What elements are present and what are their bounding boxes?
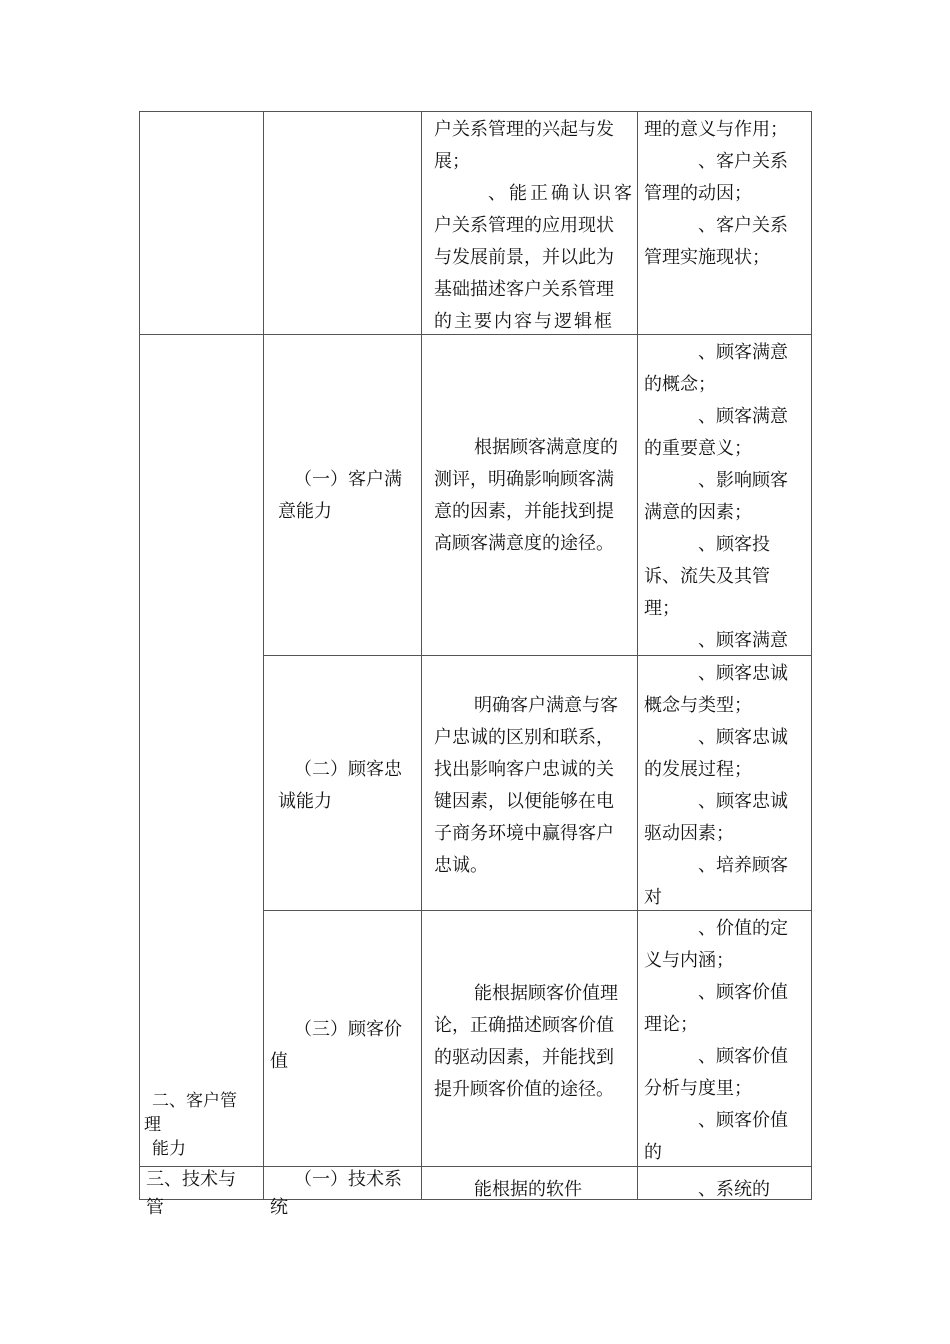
cell-line: 、顾客投 — [698, 534, 770, 555]
cell-line: 、顾客忠诚 — [698, 791, 788, 812]
cell-line: 根据顾客满意度的 — [474, 437, 618, 458]
row2-col4-cell — [640, 337, 811, 655]
cell-line: 理论； — [644, 1014, 698, 1035]
cell-line: 与发展前景，并以此为 — [434, 247, 614, 268]
cell-line: （一）技术系 — [294, 1169, 402, 1190]
cell-line: 、培养顾客 — [698, 855, 788, 876]
cell-line: 、顾客价值 — [698, 982, 788, 1003]
cell-line: 、顾客价值 — [698, 1046, 788, 1067]
row4-col4-cell — [640, 913, 811, 1166]
cell-line: 三、技术与 — [146, 1169, 236, 1190]
cell-line: 、顾客满意 — [698, 406, 788, 427]
cell-line: 管 — [146, 1197, 164, 1218]
col2-right-border — [421, 111, 422, 1200]
section2-label-cell — [140, 1088, 263, 1166]
cell-line: 、客户关系 — [698, 151, 788, 172]
cell-line: 的主要内容与逻辑框 — [434, 311, 614, 332]
row1-col4-cell — [640, 114, 811, 334]
row4-col3-cell — [424, 978, 636, 1118]
cell-line: 值 — [270, 1051, 288, 1072]
cell-line: 诚能力 — [278, 791, 332, 812]
table-right-border — [811, 111, 812, 1200]
cell-line: 能根据顾客价值理 — [474, 983, 618, 1004]
row5-col4-cell — [640, 1176, 811, 1199]
cell-line: 户忠诚的区别和联系， — [434, 727, 614, 748]
cell-line: 高顾客满意度的途径。 — [434, 533, 614, 554]
table-top-border — [139, 111, 812, 112]
cell-line: 的驱动因素，并能找到 — [434, 1047, 614, 1068]
cell-line: （二）顾客忠 — [294, 759, 402, 780]
cell-line: 意能力 — [278, 501, 332, 522]
cell-line: 论，正确描述顾客价值 — [434, 1015, 614, 1036]
cell-line: 概念与类型； — [644, 695, 752, 716]
cell-line: 理的意义与作用； — [644, 119, 788, 140]
section-label: 二、客户管 — [152, 1091, 237, 1111]
cell-line: 、顾客满意 — [698, 630, 788, 651]
cell-line: 、系统的 — [698, 1179, 770, 1200]
row5-col3-cell — [424, 1176, 636, 1199]
cell-line: 找出影响客户忠诚的关 — [434, 759, 614, 780]
cell-line: 意的因素，并能找到提 — [434, 501, 614, 522]
cell-line: 、能正确认识客 — [488, 183, 635, 204]
cell-line: （三）顾客价 — [294, 1019, 402, 1040]
cell-line: 、客户关系 — [698, 215, 788, 236]
table-left-border — [139, 111, 140, 1200]
cell-line: 明确客户满意与客 — [474, 695, 618, 716]
cell-line: 、顾客忠诚 — [698, 663, 788, 684]
cell-line: 的概念； — [644, 374, 716, 395]
section-label: 理 — [144, 1115, 161, 1135]
cell-line: 管理的动因； — [644, 183, 752, 204]
cell-line: 义与内涵； — [644, 950, 734, 971]
cell-line: 键因素，以便能够在电 — [434, 791, 614, 812]
cell-line: 满意的因素； — [644, 502, 752, 523]
cell-line: 统 — [270, 1197, 288, 1218]
cell-line: 的 — [644, 1142, 662, 1163]
cell-line: 的重要意义； — [644, 438, 752, 459]
cell-line: 能根据的软件 — [474, 1179, 582, 1200]
cell-line: 对 — [644, 887, 662, 908]
row5-col2-cell — [264, 1166, 421, 1218]
row4-col2-cell — [264, 1014, 421, 1084]
cell-line: 户关系管理的应用现状 — [434, 215, 614, 236]
cell-line: 户关系管理的兴起与发 — [434, 119, 614, 140]
row5-col1-cell — [140, 1166, 263, 1218]
cell-line: 展； — [434, 151, 470, 172]
cell-line: 测评，明确影响顾客满 — [434, 469, 614, 490]
cell-line: 诉、流失及其管 — [644, 566, 770, 587]
cell-line: 驱动因素； — [644, 823, 734, 844]
cell-line: 提升顾客价值的途径。 — [434, 1079, 614, 1100]
cell-line: 、影响顾客 — [698, 470, 788, 491]
cell-line: 、价值的定 — [698, 918, 788, 939]
row3-col2-cell — [264, 754, 421, 824]
col3-right-border — [637, 111, 638, 1200]
cell-line: 、顾客忠诚 — [698, 727, 788, 748]
section-label: 能力 — [152, 1139, 186, 1159]
row3-col4-cell — [640, 658, 811, 910]
cell-line: 子商务环境中赢得客户 — [434, 823, 614, 844]
row1-col3-cell — [424, 114, 636, 334]
cell-line: 的发展过程； — [644, 759, 752, 780]
cell-line: （一）客户满 — [294, 469, 402, 490]
cell-line: 忠诚。 — [434, 855, 488, 876]
cell-line: 管理实施现状； — [644, 247, 770, 268]
cell-line: 基础描述客户关系管理 — [434, 279, 614, 300]
row2-col3-cell — [424, 432, 636, 572]
cell-line: 、顾客价值 — [698, 1110, 788, 1131]
cell-line: 、顾客满意 — [698, 342, 788, 363]
row3-col3-cell — [424, 690, 636, 890]
row2-col2-cell — [264, 464, 421, 534]
cell-line: 理； — [644, 598, 680, 619]
cell-line: 分析与度里； — [644, 1078, 752, 1099]
